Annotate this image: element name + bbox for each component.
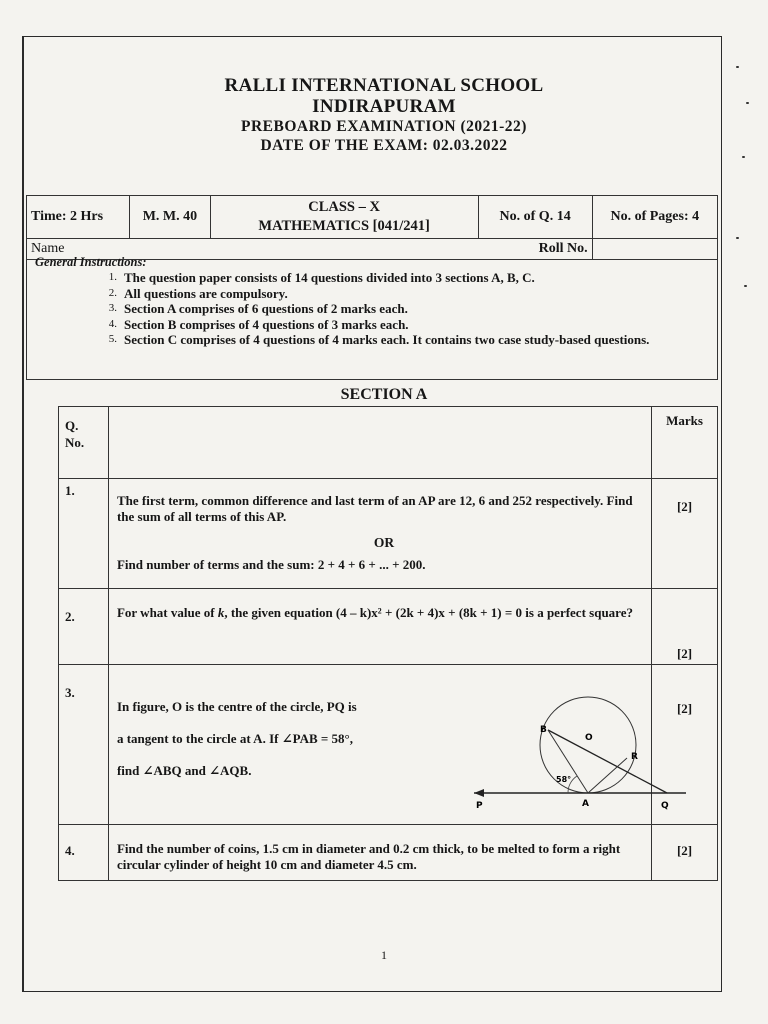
q3-line-2: a tangent to the circle at A. If ∠PAB = 58°, xyxy=(116,731,353,746)
label-a: A xyxy=(581,799,589,809)
exam-header xyxy=(0,75,768,155)
name-label: Name xyxy=(31,241,65,256)
instructions-title: General Instructions: xyxy=(35,255,147,269)
question-1-alt: Find number of terms and the sum: 2 + 4 + 6 + ... + 200. xyxy=(116,557,426,572)
q2-variable-k: k xyxy=(217,605,225,620)
question-2-text xyxy=(117,605,651,621)
question-1-text: The first term, common difference and last term of an AP are 12, 6 and 252 respectively. Find the sum of all terms of this AP. xyxy=(116,493,633,524)
question-3-content xyxy=(108,665,669,825)
question-2-content xyxy=(108,589,651,665)
instruction-text: All questions are compulsory. xyxy=(124,285,288,301)
questions-table xyxy=(58,406,718,881)
question-4-content xyxy=(108,825,651,881)
instruction-number: 3. xyxy=(108,302,117,314)
question-1-content xyxy=(108,479,651,589)
instruction-text: Section B comprises of 4 questions of 3 marks each. xyxy=(124,316,409,332)
tangent-arrowhead xyxy=(474,789,484,797)
question-4-number: 4. xyxy=(59,825,109,881)
instructions-list xyxy=(27,270,717,348)
question-1-number: 1. xyxy=(59,479,109,589)
question-1-or: OR xyxy=(373,535,395,550)
label-o: O xyxy=(584,733,593,743)
label-p: P xyxy=(475,801,483,811)
school-name: RALLI INTERNATIONAL SCHOOL xyxy=(224,75,544,96)
label-q: Q xyxy=(660,801,669,811)
school-location: INDIRAPURAM xyxy=(312,96,456,117)
class-label: CLASS – X xyxy=(308,199,380,215)
roll-label: Roll No. xyxy=(538,241,588,256)
scan-speck xyxy=(744,285,747,287)
q3-line-1: In figure, O is the centre of the circle, PQ is xyxy=(116,699,357,714)
time-cell: Time: 2 Hrs xyxy=(27,196,130,239)
scan-speck xyxy=(736,66,739,68)
instruction-item xyxy=(27,286,717,302)
instruction-text: The question paper consists of 14 questions divided into 3 sections A, B, C. xyxy=(124,270,535,285)
question-4-marks: [2] xyxy=(652,825,718,881)
instruction-item xyxy=(27,270,717,286)
q2-text-start: For what value of xyxy=(116,605,218,620)
page-number: 1 xyxy=(381,948,387,962)
q2-text-end: , the given equation (4 – k)x² + (2k + 4)x + (8k + 1) = 0 is a perfect square? xyxy=(224,605,633,620)
question-3-marks: [2] xyxy=(652,665,718,825)
q-no-label: Q. No. xyxy=(65,418,85,450)
instruction-text: Section A comprises of 6 questions of 2 marks each. xyxy=(124,301,408,316)
exam-date: DATE OF THE EXAM: 02.03.2022 xyxy=(260,137,508,154)
section-title: SECTION A xyxy=(340,386,428,403)
circle-shape xyxy=(540,697,636,793)
question-header-blank xyxy=(108,407,651,479)
max-marks-cell: M. M. 40 xyxy=(130,196,210,239)
label-angle: 58° xyxy=(555,775,572,784)
class-subject-cell xyxy=(210,196,478,239)
instruction-number: 2. xyxy=(108,286,117,299)
instruction-item xyxy=(27,317,717,333)
exam-info-table xyxy=(26,195,718,260)
label-r: R xyxy=(630,752,638,762)
scan-speck xyxy=(746,102,749,104)
question-2-number: 2. xyxy=(59,589,109,665)
marks-header: Marks xyxy=(652,407,718,479)
figure-svg xyxy=(464,690,694,816)
instruction-number: 4. xyxy=(108,317,117,330)
q3-line-3: find ∠ABQ and ∠AQB. xyxy=(116,763,252,778)
label-b: B xyxy=(539,725,547,735)
scan-speck xyxy=(736,237,739,239)
subject-label: MATHEMATICS [041/241] xyxy=(258,218,430,234)
question-count-cell: No. of Q. 14 xyxy=(478,196,592,239)
question-number-header xyxy=(59,407,109,479)
line-a-r xyxy=(588,758,627,793)
scan-speck xyxy=(742,156,745,158)
page-count-cell: No. of Pages: 4 xyxy=(592,196,717,239)
question-2-marks: [2] xyxy=(652,589,718,665)
instruction-text: Section C comprises of 4 questions of 4 marks each. It contains two case study-based questions. xyxy=(124,332,650,347)
instruction-number: 1. xyxy=(108,271,117,283)
exam-title: PREBOARD EXAMINATION (2021-22) xyxy=(241,118,527,135)
question-3-number: 3. xyxy=(59,665,109,825)
question-1-marks: [2] xyxy=(652,479,718,589)
general-instructions xyxy=(26,253,718,380)
instruction-item xyxy=(27,332,717,348)
question-4-text: Find the number of coins, 1.5 cm in diameter and 0.2 cm thick, to be melted to form a right circular cylinder of height 10 cm and diameter 4.5 cm. xyxy=(116,841,621,872)
circle-tangent-figure xyxy=(464,690,694,820)
instruction-number: 5. xyxy=(108,333,117,345)
instruction-item xyxy=(27,301,717,317)
